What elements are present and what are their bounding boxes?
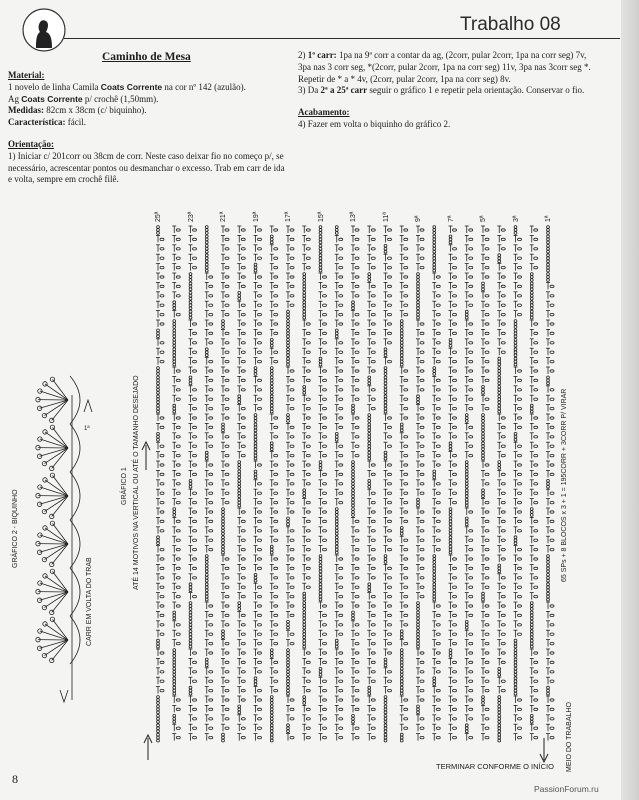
pattern-title: Caminho de Mesa bbox=[102, 51, 191, 63]
row-label: 19ª bbox=[252, 211, 260, 222]
row-label: 9ª bbox=[415, 215, 422, 222]
meio-trabalho-label: MEIO DO TRABALHO bbox=[566, 702, 573, 772]
watermark: PassionForum.ru bbox=[534, 784, 599, 794]
grafico-1-label: GRÁFICO 1 bbox=[121, 467, 128, 505]
row-label: 1ª bbox=[545, 215, 552, 222]
orientacao-title: Orientação: bbox=[8, 138, 54, 149]
acabamento-step-4: 4) Fazer em volta o biquinho do gráfico 2. bbox=[298, 118, 451, 129]
orientacao-step-2: 2) 1ª carr: 1pa na 9ª corr a contar da ag, (2corr, pular 2corr, 1pa na corr seg) 7v, 3pa nas 3 corr seg, *(2corr, pular 2corr, 1pa na corr seg) 11v, 3pa nas 3corr seg *. Repetir de * a * 4v, (2corr, pular 2corr, 1pa na corr seg) 8v. bbox=[298, 50, 591, 84]
grafico-2-label: GRÁFICO 2 - BIQUINHO bbox=[12, 489, 19, 568]
material-title: Material: bbox=[8, 70, 45, 80]
material-text: 1 novelo de linha Camila Coats Corrente na cor nº 142 (azulão). bbox=[8, 81, 246, 92]
row-label: 11ª bbox=[382, 212, 390, 222]
motivos-label: ATÉ 14 MOTIVOS NA VERTICAL OU ATÉ O TAMANHO DESEJADO bbox=[133, 375, 140, 590]
row-label: 25ª bbox=[155, 211, 162, 222]
terminar-label: TERMINAR CONFORME O INÍCIO bbox=[436, 762, 554, 771]
acabamento-title: Acabamento: bbox=[298, 107, 350, 118]
spaces-count-label: 65 SPs + 8 BLOCOS x 3 + 1 = 195CORR + 3CORR P/ VIRAR bbox=[561, 388, 568, 582]
orientacao-step-1: 1) Iniciar c/ 201corr ou 38cm de corr. Neste caso deixar fio no começo p/, se necessário, acrescentar pontos ou desmanchar o excesso. Trab em carr de ida e volta, sempre em crochê filê. bbox=[8, 150, 285, 185]
row-label: 13ª bbox=[350, 211, 357, 222]
row-label: 21ª bbox=[220, 211, 227, 222]
caracteristica: Característica: fácil. bbox=[8, 117, 86, 128]
edge-marker-label: 1ª bbox=[84, 426, 90, 432]
row-label: 7ª bbox=[447, 215, 455, 222]
page-header-title: Trabalho 08 bbox=[460, 14, 561, 35]
orientacao-step-3: 3) Da 2ª a 25ª carr seguir o gráfico 1 e repetir pela orientação. Conservar o fio. bbox=[298, 85, 585, 96]
row-label: 17ª bbox=[285, 211, 292, 222]
row-label: 3ª bbox=[512, 215, 520, 222]
material-needle: Ag Coats Corrente p/ crochê (1,50mm). bbox=[8, 93, 159, 104]
carr-volta-label: CARR EM VOLTA DO TRAB bbox=[86, 557, 93, 646]
row-label: 15ª bbox=[317, 211, 325, 222]
row-label: 5ª bbox=[480, 215, 487, 222]
row-label: 23ª bbox=[187, 211, 195, 222]
medidas: Medidas: 82cm x 38cm (c/ biquinho). bbox=[8, 105, 147, 116]
page-number: 8 bbox=[12, 772, 18, 786]
